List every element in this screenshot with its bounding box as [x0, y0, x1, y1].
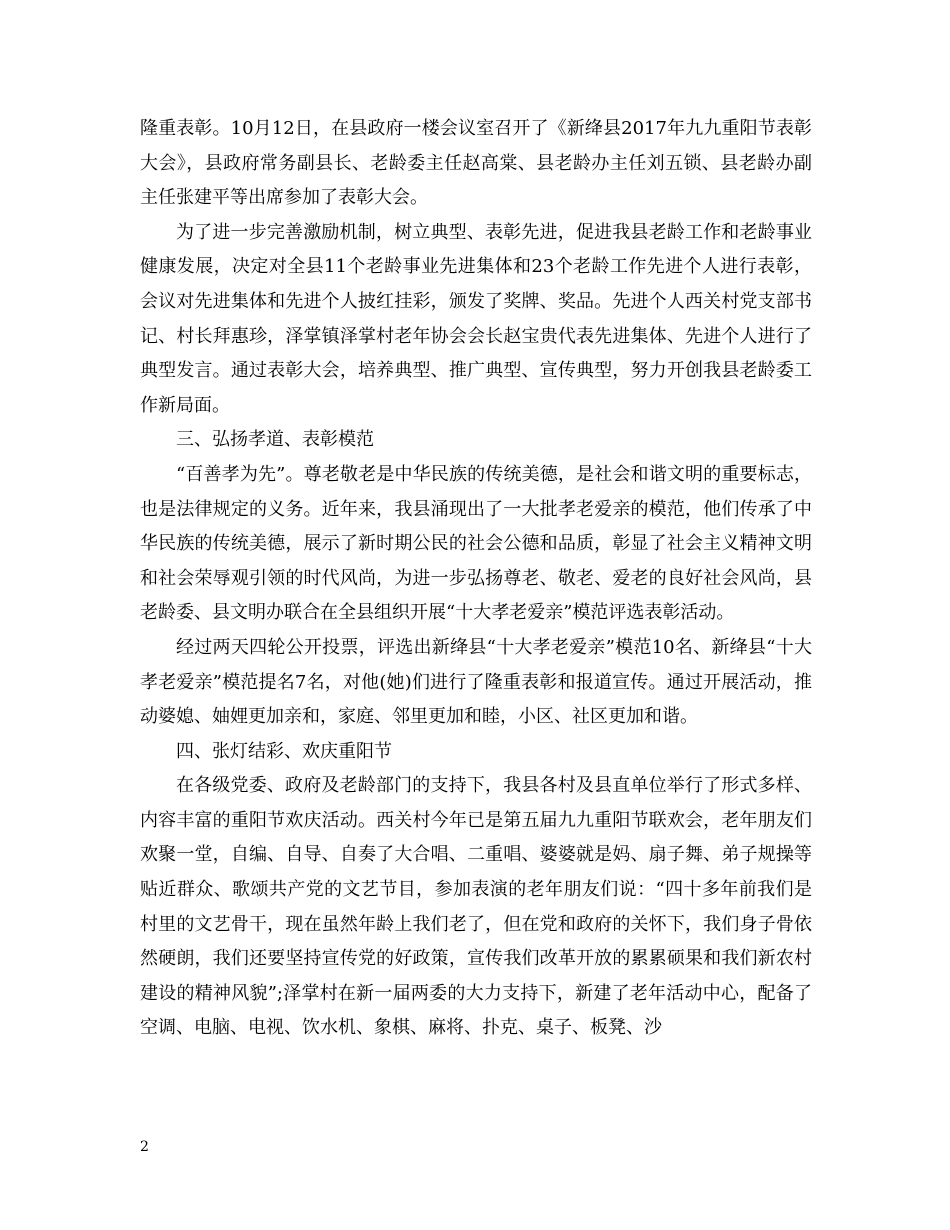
paragraph-4: “百善孝为先”。尊老敬老是中华民族的传统美德，是社会和谐文明的重要标志，也是法律规定的义务。近年来，我县涌现出了一大批孝老爱亲的模范，他们传承了中华民族的传统美德，展示了新时期公民的社会公德和品质，彰显了社会主义精神文明和社会荣辱观引领的时代风尚，为进一步弘扬尊老、敬老、爱老的良好社会风尚，县老龄委、县文明办联合在全县组织开展“十大孝老爱亲”模范评选表彰活动。 [140, 463, 812, 624]
page-number: 2 [140, 1139, 149, 1155]
paragraph-7: 在各级党委、政府及老龄部门的支持下，我县各村及县直单位举行了形式多样、内容丰富的重阳节欢庆活动。西关村今年已是第五届九九重阳节联欢会，老年朋友们欢聚一堂，自编、自导、自奏了大合唱、二重唱、婆婆就是妈、扇子舞、弟子规操等贴近群众、歌颂共产党的文艺节目，参加表演的老年朋友们说：“四十多年前我们是村里的文艺骨干，现在虽然年龄上我们老了，但在党和政府的关怀下，我们身子骨依然硬朗，我们还要坚持宣传党的好政策，宣传我们改革开放的累累硕果和我们新农村建设的精神风貌”;泽掌村在新一届两委的大力支持下，新建了老年活动中心，配备了空调、电脑、电视、饮水机、象棋、麻将、扑克、桌子、板凳、沙 [140, 775, 812, 1039]
paragraph-5: 经过两天四轮公开投票，评选出新绛县“十大孝老爱亲”模范10名、新绛县“十大孝老爱亲”模范提名7名，对他(她)们进行了隆重表彰和报道宣传。通过开展活动，推动婆媳、妯娌更加亲和，家庭、邻里更加和睦，小区、社区更加和谐。 [140, 636, 812, 728]
paragraph-2: 为了进一步完善激励机制，树立典型、表彰先进，促进我县老龄工作和老龄事业健康发展，决定对全县11个老龄事业先进集体和23个老龄工作先进个人进行表彰，会议对先进集体和先进个人披红挂彩，颁发了奖牌、奖品。先进个人西关村党支部书记、村长拜惠珍，泽掌镇泽掌村老年协会会长赵宝贵代表先进集体、先进个人进行了典型发言。通过表彰大会，培养典型、推广典型、宣传典型，努力开创我县老龄委工作新局面。 [140, 221, 812, 416]
paragraph-1: 隆重表彰。10月12日，在县政府一楼会议室召开了《新绛县2017年九九重阳节表彰大会》，县政府常务副县长、老龄委主任赵高棠、县老龄办主任刘五锁、县老龄办副主任张建平等出席参加了表彰大会。 [140, 118, 812, 209]
section-heading-4: 四、张灯结彩、欢庆重阳节 [176, 740, 392, 762]
section-heading-3: 三、弘扬孝道、表彰模范 [176, 429, 374, 451]
document-body [140, 112, 812, 1046]
